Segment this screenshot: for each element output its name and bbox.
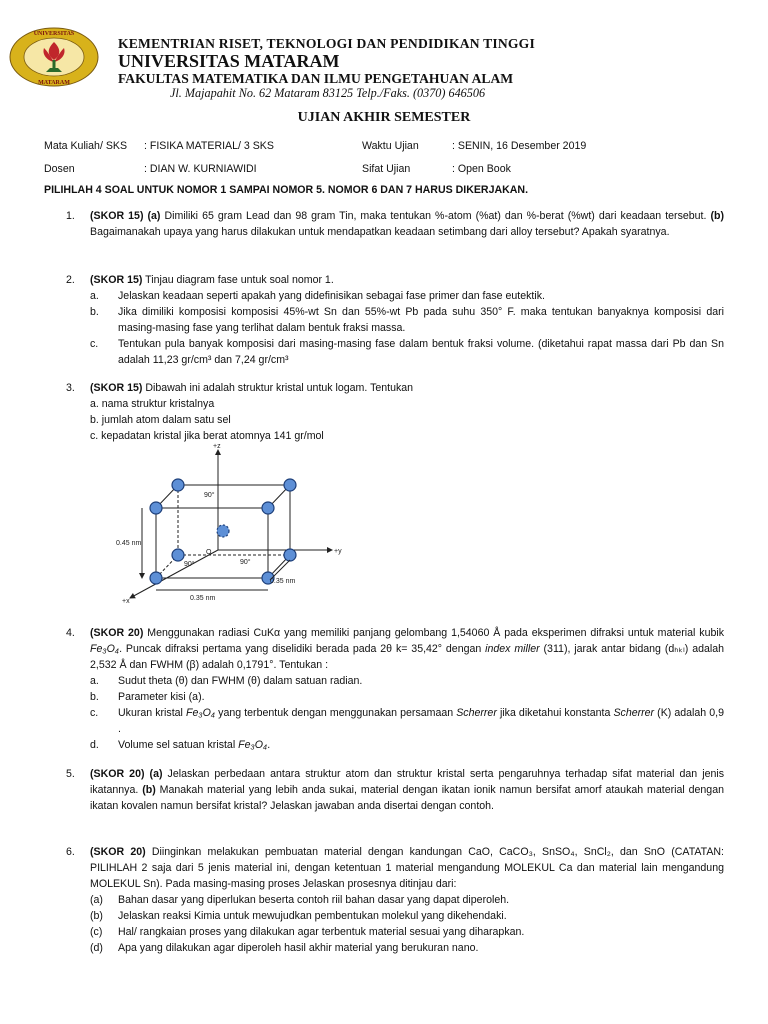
university-name: UNIVERSITAS MATARAM — [118, 51, 340, 72]
time-value: : SENIN, 16 Desember 2019 — [452, 140, 587, 152]
axis-y-label: +y — [334, 548, 342, 555]
address: Jl. Majapahit No. 62 Mataram 83125 Telp./Faks. (0370) 646506 — [170, 85, 486, 100]
origin-label: O — [206, 549, 212, 556]
q6-item-d: (d) Apa yang dilakukan agar diperoleh hasil akhir material yang berukuran nano. — [90, 942, 479, 954]
q4-item-d: d. Volume sel satuan kristal Fe₃O₄. — [90, 739, 271, 751]
q6-item-a: (a) Bahan dasar yang diperlukan beserta contoh riil bahan dasar yang dapat diperoleh. — [90, 894, 510, 906]
question-6: 6. (SKOR 20) Diinginkan melakukan pembuatan material dengan kandungan CaO, CaCO₃, SnSO₄, SnCl₂, dan SnO (CATATAN: PILIHLAH 2 saja dari 5 jenis material ini, dengan ketentuan 1 material mengandung MOLEKUL Ca dan material lain mengandung MOLEKUL Sn). Pada masing-masing proses Jelaskan prosesnya ditinjau dari: (a) Bahan dasar yang diperlukan beserta contoh riil bahan dasar yang dapat diperoleh. (b) Jelaskan reaksi Kimia untuk mewujudkan pembentukan molekul yang dikehendaki. (c) Hal/ rangkaian proses yang dilakukan agar terbentuk material sesuai yang diharapkan. (d) Apa yang dilakukan agar diperoleh hasil akhir material yang berukuran nano. — [66, 846, 724, 954]
q4-item-b: b. Parameter kisi (a). — [90, 691, 205, 703]
question-3: 3. (SKOR 15) Dibawah ini adalah struktur kristal untuk logam. Tentukan a. nama struktur kristalnya b. jumlah atom dalam satu sel c. kepadatan kristal jika berat atomnya 141 gr/mol — [44, 380, 724, 444]
lecturer-label: Dosen — [44, 163, 75, 175]
q2-item-a: a. Jelaskan keadaan seperti apakah yang didefinisikan sebagai fase primer dan fase eutektik. — [90, 290, 545, 302]
angle-label-1: 90° — [204, 492, 215, 499]
faculty-name: FAKULTAS MATEMATIKA DAN ILMU PENGETAHUAN ALAM — [118, 71, 514, 87]
crystal-structure-figure — [116, 440, 350, 605]
question-2: 2. (SKOR 15) Tinjau diagram fase untuk soal nomor 1. a. Jelaskan keadaan seperti apakah yang didefinisikan sebagai fase primer dan fase eutektik. b. Jika dimiliki komposisi komposisi 45%-wt Sn dan 55%-wt Pb pada suhu 350° F. maka tentukan banyaknya komposisi dari masing-masing fase yang terlihat dalam bentuk fraksi massa. c. Tentukan pula banyak komposisi dari masing-masing fase dalam bentuk fraksi volume. (diketahui rapat massa dari Pb dan Sn adalah 11,23 gr/cm³ dan 7,24 gr/cm³ — [66, 274, 724, 366]
course-value: : FISIKA MATERIAL/ 3 SKS — [144, 140, 274, 152]
question-1: 1. (SKOR 15) (a) Dimiliki 65 gram Lead dan 98 gram Tin, maka tentukan %-atom (%at) dan %-berat (%wt) dari keadaan tersebut. (b) Bagaimanakah upaya yang harus dilakukan untuk mendapatkan keadaan setimbang dari alloy tersebut? Apakah syaratnya. — [66, 210, 724, 238]
time-label: Waktu Ujian — [362, 140, 419, 152]
height-label: 0.45 nm — [116, 540, 142, 547]
svg-text:MATARAM: MATARAM — [38, 80, 70, 86]
axis-z-label: +z — [213, 443, 221, 450]
axis-x-label: +x — [122, 598, 130, 605]
width-label: 0.35 nm — [190, 595, 216, 602]
q3-item-a: a. nama struktur kristalnya — [90, 398, 215, 410]
angle-label-3: 90° — [240, 559, 251, 566]
letterhead — [118, 36, 535, 100]
mode-value: : Open Book — [452, 163, 511, 175]
instruction: PILIHLAH 4 SOAL UNTUK NOMOR 1 SAMPAI NOMOR 5. NOMOR 6 DAN 7 HARUS DIKERJAKAN. — [44, 184, 529, 196]
mode-label: Sifat Ujian — [362, 163, 411, 175]
q2-item-c: c. Tentukan pula banyak komposisi dari masing-masing fase dalam bentuk fraksi volume. (diketahui rapat massa dari Pb dan Sn adalah 11,23 gr/cm³ dan 7,24 gr/cm³ — [90, 338, 724, 366]
question-4: 4. (SKOR 20) Menggunakan radiasi CuKα yang memiliki panjang gelombang 1,54060 Å pada eksperimen difraksi untuk material kubik Fe₃O₄. Puncak difraksi pertama yang diselidiki berada pada 2θ k= 35,42° dengan index miller (311), jarak antar bidang (dₕₖₗ) adalah 2,532 Å dan FWHM (β) adalah 0,1791°. Tentukan : a. Sudut theta (θ) dan FWHM (θ) dalam satuan radian. b. Parameter kisi (a). c. Ukuran kristal Fe₃O₄ yang terbentuk dengan menggunakan persamaan Scherrer jika diketahui konstanta Scherrer (K) adalah 0,9 . d. Volume sel satuan kristal Fe₃O₄. — [66, 627, 725, 751]
course-label: Mata Kuliah/ SKS — [44, 140, 128, 152]
svg-text:UNIVERSITAS: UNIVERSITAS — [33, 31, 75, 37]
lecturer-value: : DIAN W. KURNIAWIDI — [144, 163, 257, 175]
q6-item-b: (b) Jelaskan reaksi Kimia untuk mewujudkan pembentukan molekul yang dikehendaki. — [90, 910, 507, 922]
q2-item-b: b. Jika dimiliki komposisi komposisi 45%-wt Sn dan 55%-wt Pb pada suhu 350° F. maka tentukan banyaknya komposisi dari masing-masing fase yang terlihat dalam bentuk fraksi massa. — [90, 306, 724, 334]
depth-label: 0.35 nm — [270, 578, 296, 585]
q4-item-a: a. Sudut theta (θ) dan FWHM (θ) dalam satuan radian. — [90, 675, 363, 687]
university-logo — [8, 26, 100, 88]
q4-item-c: c. Ukuran kristal Fe₃O₄ yang terbentuk dengan menggunakan persamaan Scherrer jika diketahui konstanta Scherrer (K) adalah 0,9 . — [90, 707, 724, 735]
question-5: 5. (SKOR 20) (a) Jelaskan perbedaan antara struktur atom dan struktur kristal serta pengaruhnya terhadap sifat material dan jenis ikatannya. (b) Manakah material yang lebih anda sukai, material dengan ikatan ionik namun bersifat amorf ataukah material dengan ikatan kovalen namun bersifat kristal? Jelaskan jawaban anda disertai dengan contoh. — [66, 768, 724, 812]
q3-item-b: b. jumlah atom dalam satu sel — [90, 414, 231, 426]
q6-item-c: (c) Hal/ rangkaian proses yang dilakukan agar terbentuk material sesuai yang diharapkan. — [90, 926, 525, 938]
q3-item-c: c. kepadatan kristal jika berat atomnya 141 gr/mol — [90, 430, 324, 442]
exam-title: UJIAN AKHIR SEMESTER — [297, 110, 471, 125]
angle-label-2: 90° — [184, 561, 195, 568]
ministry-name: KEMENTRIAN RISET, TEKNOLOGI DAN PENDIDIKAN TINGGI — [118, 36, 535, 51]
